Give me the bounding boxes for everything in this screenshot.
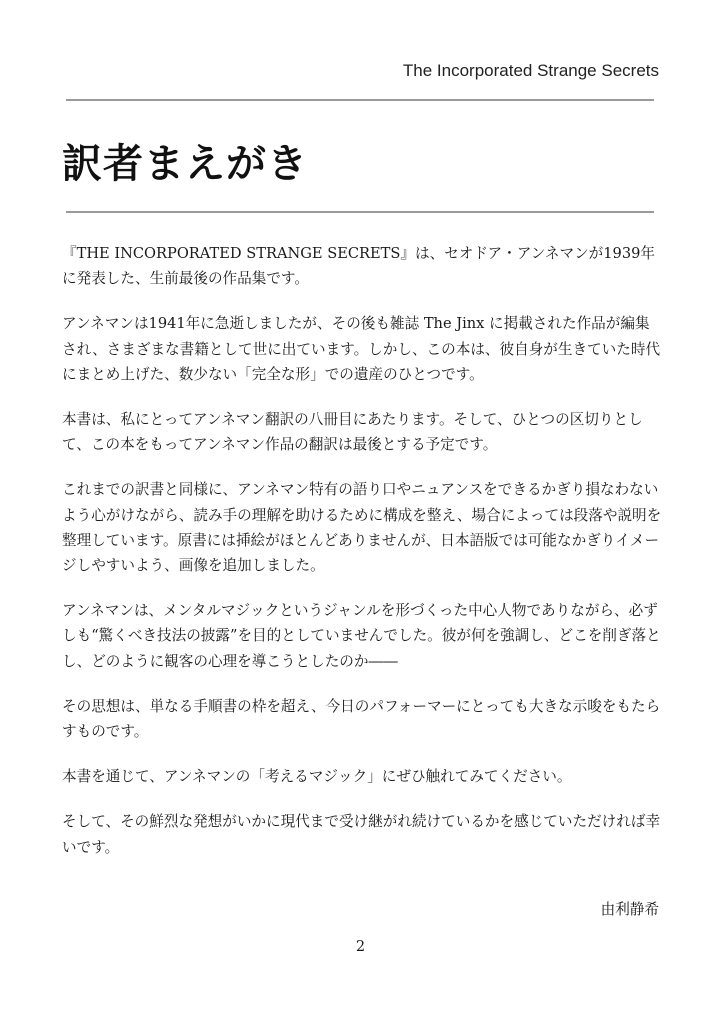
header-divider (66, 99, 654, 101)
title-divider (66, 211, 654, 213)
paragraph-7: 本書を通じて、アンネマンの「考えるマジック」にぜひ触れてみてください。 (62, 768, 572, 786)
chapter-title: 訳者まえがき (62, 141, 308, 187)
translator-signature: 由利静希 (600, 901, 659, 918)
paragraph-2: アンネマンは1941年に急逝しましたが、その後も雑誌 The Jinx に掲載された作品が編集され、さまざまな書籍として世に出ています。しかし、この本は、彼自身が生きていた時代にまとめ上げた、数少ない「完全な形」での遺産のひとつです。 (62, 315, 661, 383)
paragraph-5: アンネマンは、メンタルマジックというジャンルを形づくった中心人物でありながら、必ずしも“驚くべき技法の披露”を目的としていませんでした。彼が何を強調し、どこを削ぎ落とし、どのように観客の心理を導こうとしたのか―― (62, 602, 661, 670)
paragraph-4: これまでの訳書と同様に、アンネマン特有の語り口やニュアンスをできるかぎり損なわないよう心がけながら、読み手の理解を助けるために構成を整え、場合によっては段落や説明を整理しています。原書には挿絵がほとんどありませんが、日本語版では可能なかぎりイメージしやすいよう、画像を追加しました。 (62, 481, 662, 575)
page-number: 2 (355, 938, 366, 955)
paragraph-1: 『THE INCORPORATED STRANGE SECRETS』は、セオドア・アンネマンが1939年に発表した、生前最後の作品集です。 (62, 245, 655, 288)
paragraph-3: 本書は、私にとってアンネマン翻訳の八冊目にあたります。そして、ひとつの区切りとして、この本をもってアンネマン作品の翻訳は最後とする予定です。 (62, 411, 643, 454)
body-text (62, 241, 662, 880)
paragraph-8: そして、その鮮烈な発想がいかに現代まで受け継がれ続けているかを感じていただければ幸いです。 (62, 813, 661, 856)
running-header: The Incorporated Strange Secrets (402, 61, 659, 80)
paragraph-6: その思想は、単なる手順書の枠を超え、今日のパフォーマーにとっても大きな示唆をもたらすものです。 (62, 697, 661, 741)
